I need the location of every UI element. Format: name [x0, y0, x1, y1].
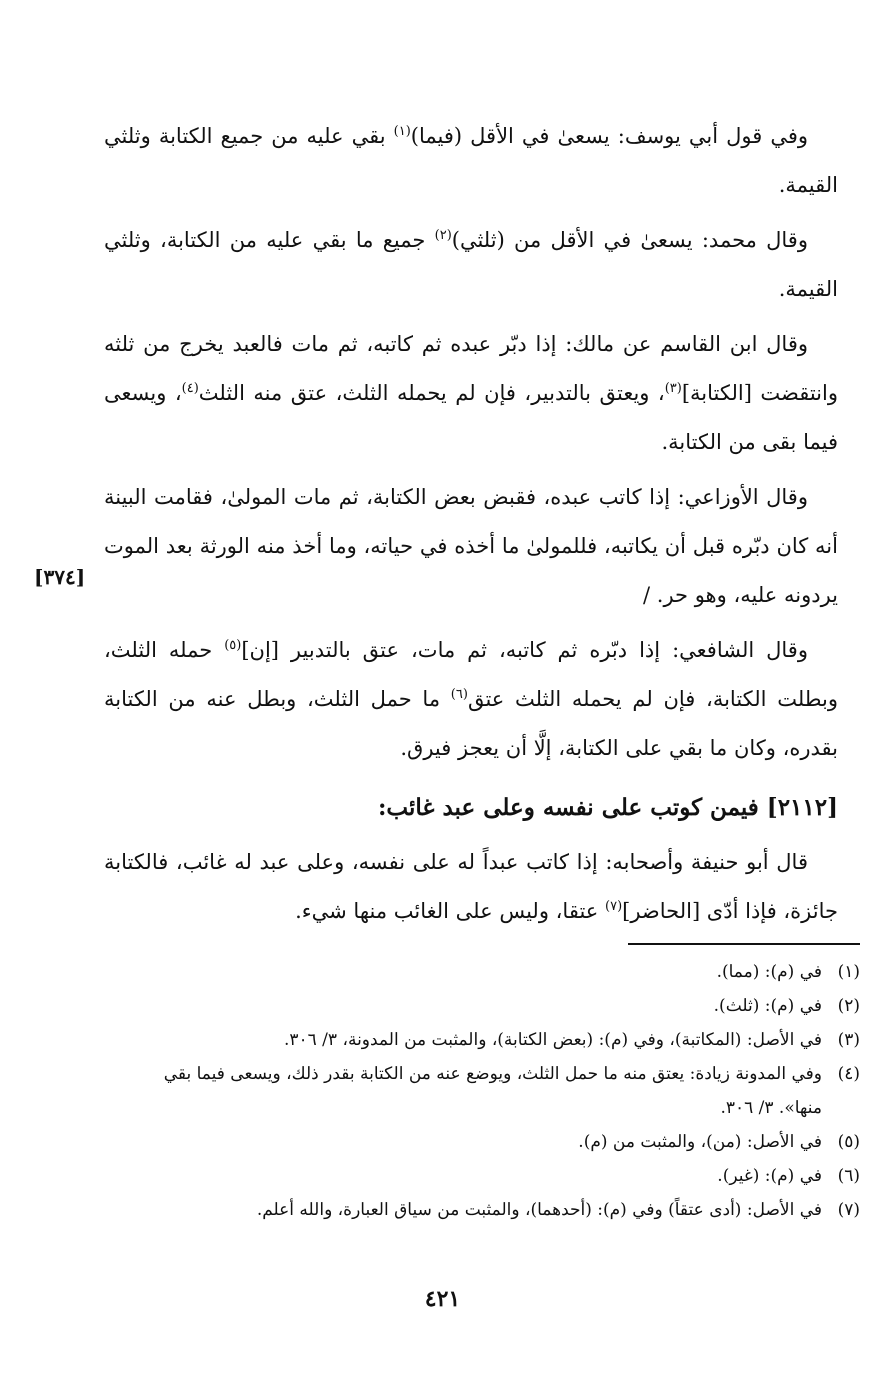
footnote-text: في الأصل: (أدى عتقاً) وفي (م): (أحدهما)، والمثبت من سياق العبارة، والله أعلم. — [256, 1200, 822, 1220]
footnote-marker: (٢) — [434, 228, 452, 243]
margin-page-reference: [٣٧٤] — [34, 565, 86, 589]
footnote-number: (٤) — [837, 1064, 860, 1084]
footnote-marker: (٦) — [450, 687, 468, 702]
text-run: وقال الشافعي: إذا دبّره ثم كاتبه، ثم مات، عتق بالتدبير [إن] — [241, 638, 808, 662]
footnote-text: في الأصل: (من)، والمثبت من (م). — [578, 1132, 822, 1152]
footnote-marker: (٤) — [181, 381, 199, 396]
footnote — [120, 989, 860, 1023]
footnote — [120, 1193, 860, 1227]
footnote-number: (٦) — [837, 1166, 860, 1186]
footnote-divider — [628, 943, 860, 945]
text-run: وقال محمد: يسعىٰ في الأقل من (ثلثي) — [451, 228, 808, 252]
footnote — [120, 1023, 860, 1057]
text-run: قال أبو حنيفة وأصحابه: إذا كاتب عبداً له على نفسه، وعلى عبد له غائب، فالكتابة جائزة، فإذا أدّى [الحاضر] — [104, 850, 838, 923]
footnote — [120, 955, 860, 989]
page-number: ٤٢١ — [424, 1286, 461, 1312]
text-run: وقال الأوزاعي: إذا كاتب عبده، فقبض بعض الكتابة، ثم مات المولىٰ، فقامت البينة أنه كان دبّره قبل أن يكاتبه، فللمولىٰ ما أخذه في حياته، وما أخذ منه الورثة بعد الموت يردونه عليه، وهو حر. / — [104, 485, 838, 607]
text-run: وفي قول أبي يوسف: يسعىٰ في الأقل (فيما) — [410, 124, 809, 148]
footnote-number: (٧) — [837, 1200, 860, 1220]
text-run: ما حمل الثلث، وبطل عنه من الكتابة بقدره، وكان ما بقي على الكتابة، إلَّا أن يعجز فيرق. — [104, 687, 838, 760]
paragraph — [104, 112, 838, 210]
paragraph — [104, 473, 838, 620]
footnote-text: في الأصل: (المكاتبة)، وفي (م): (بعض الكتابة)، والمثبت من المدونة، ٣/ ٣٠٦. — [283, 1030, 822, 1050]
footnote-number: (٥) — [837, 1132, 860, 1152]
text-run: وقال ابن القاسم عن مالك: إذا دبّر عبده ثم كاتبه، ثم مات فالعبد يخرج من ثلثه وانتقضت [الكتابة] — [104, 332, 838, 405]
footnote-text: في (م): (غير). — [717, 1166, 822, 1186]
text-run: عتقا، وليس على الغائب منها شيء. — [295, 899, 605, 923]
footnote-text: وفي المدونة زيادة: يعتق منه ما حمل الثلث، ويوضع عنه من الكتابة بقدر ذلك، ويسعى فيما بقي منها». ٣/ ٣٠٦. — [163, 1064, 822, 1118]
footnote-marker: (٥) — [224, 638, 242, 653]
footnote — [120, 1057, 860, 1125]
text-run: ، ويسعى فيما بقى من الكتابة. — [104, 381, 838, 454]
footnote-text: في (م): (مما). — [716, 962, 822, 982]
footnotes — [120, 955, 860, 1227]
main-text — [104, 112, 838, 942]
text-run: ، ويعتق بالتدبير، فإن لم يحمله الثلث، عتق منه الثلث — [198, 381, 665, 405]
paragraph — [104, 216, 838, 314]
text-run: حمله الثلث، وبطلت الكتابة، فإن لم يحمله الثلث عتق — [104, 638, 839, 711]
footnote-number: (١) — [837, 962, 860, 982]
footnote — [120, 1125, 860, 1159]
section-heading: [٢١١٢] فيمن كوتب على نفسه وعلى عبد غائب: — [377, 794, 838, 821]
footnote-number: (٣) — [837, 1030, 860, 1050]
footnote-marker: (٣) — [664, 381, 682, 396]
text-run: جميع ما بقي عليه من الكتابة، وثلثي القيمة. — [104, 228, 838, 301]
footnote-text: في (م): (ثلث). — [713, 996, 822, 1016]
footnote — [120, 1159, 860, 1193]
footnote-marker: (٧) — [605, 899, 623, 914]
text-run: بقي عليه من جميع الكتابة وثلثي القيمة. — [104, 124, 838, 197]
footnote-number: (٢) — [837, 996, 860, 1016]
paragraph — [104, 320, 838, 467]
paragraphs — [104, 112, 838, 773]
footnote-marker: (١) — [393, 124, 411, 139]
paragraph — [104, 626, 838, 773]
paragraph-last — [104, 838, 838, 936]
